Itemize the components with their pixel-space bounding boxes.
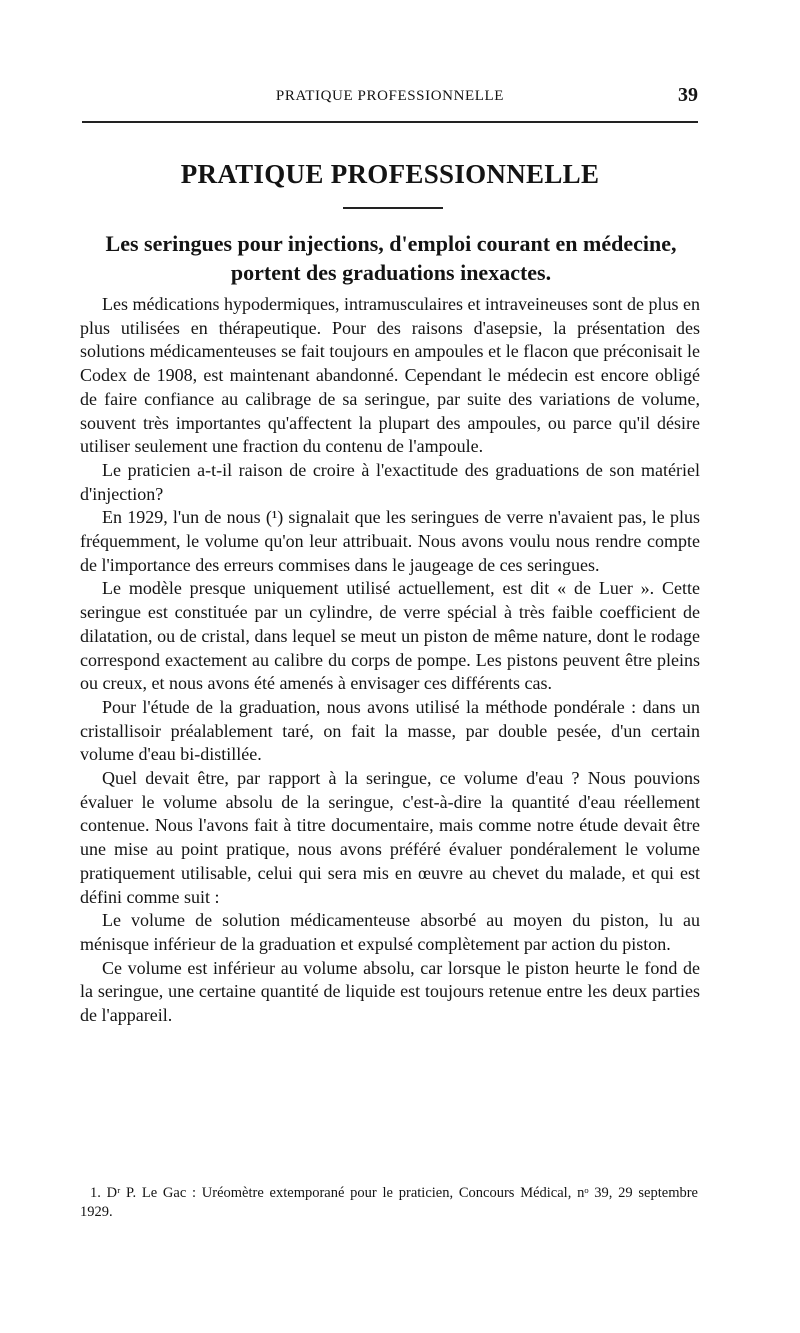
running-title: PRATIQUE PROFESSIONNELLE — [275, 88, 505, 104]
paragraph: Le volume de solution médicamenteuse absorbé au moyen du piston, lu au ménisque inférieur de la graduation et expulsé complètement par action du piston. — [80, 910, 700, 954]
paragraph: Le modèle presque uniquement utilisé actuellement, est dit « de Luer ». Cette seringue est constituée par un cylindre, de verre spécial à très faible coefficient de dilatation, ou de cristal, dans lequel se meut un piston de même nature, dont le rodage correspond exactement au calibre du corps de pompe. Les pistons peuvent être pleins ou creux, et nous avons été amenés à envisager ces différents cas. — [80, 578, 700, 694]
running-header — [80, 86, 700, 110]
paragraph: Ce volume est inférieur au volume absolu, car lorsque le piston heurte le fond de la seringue, une certaine quantité de liquide est toujours retenue entre les deux parties de l'appareil. — [80, 957, 700, 1026]
article-body — [80, 293, 700, 1028]
section-title: PRATIQUE PROFESSIONNELLE — [180, 159, 600, 189]
header-rule — [82, 121, 698, 123]
paragraph: Quel devait être, par rapport à la seringue, ce volume d'eau ? Nous pouvions évaluer le volume absolu de la seringue, c'est-à-dire la quantité d'eau réellement contenue. Nous l'avons fait à titre documentaire, mais comme notre étude devait être une mise au point pratique, nous avons préféré évaluer pondéralement le volume pratiquement utilisable, celui qui sera mis en œuvre au chevet du malade, et qui est défini comme suit : — [80, 768, 700, 907]
page-number: 39 — [678, 84, 698, 106]
paragraph: Pour l'étude de la graduation, nous avons utilisé la méthode pondérale : dans un cristallisoir préalablement taré, on fait la masse, par double pesée, d'un certain volume d'eau bi-distillée. — [80, 696, 700, 765]
paragraph: Le praticien a-t-il raison de croire à l'exactitude des graduations de son matériel d'injection? — [80, 459, 700, 504]
footnote-text: 1. Dʳ P. Le Gac : Uréomètre extemporané pour le praticien, Concours Médical, nᵒ 39, 29 septembre 1929. — [80, 1185, 698, 1220]
footnote — [80, 1184, 698, 1222]
paragraph: Les médications hypodermiques, intramusculaires et intraveineuses sont de plus en plus utilisées en thérapeutique. Pour des raisons d'asepsie, la présentation des solutions médicamenteuses se fait toujours en ampoules et le flacon que préconisait le Codex de 1908, est maintenant abandonné. Cependant le médecin est encore obligé de faire confiance au calibrage de sa seringue, par suite des variations de volume, souvent très importantes qu'affectent la plupart des ampoules, ou parce qu'il désire utiliser seulement une fraction du contenu de l'ampoule. — [80, 294, 700, 457]
title-rule — [343, 207, 443, 209]
article-heading: Les seringues pour injections, d'emploi courant en médecine, portent des graduations inexactes. — [105, 231, 677, 285]
paragraph: En 1929, l'un de nous (¹) signalait que les seringues de verre n'avaient pas, le plus fréquemment, le volume qu'on leur attribuait. Nous avons voulu nous rendre compte de l'importance des erreurs commises dans le jaugeage de ces seringues. — [80, 507, 700, 575]
